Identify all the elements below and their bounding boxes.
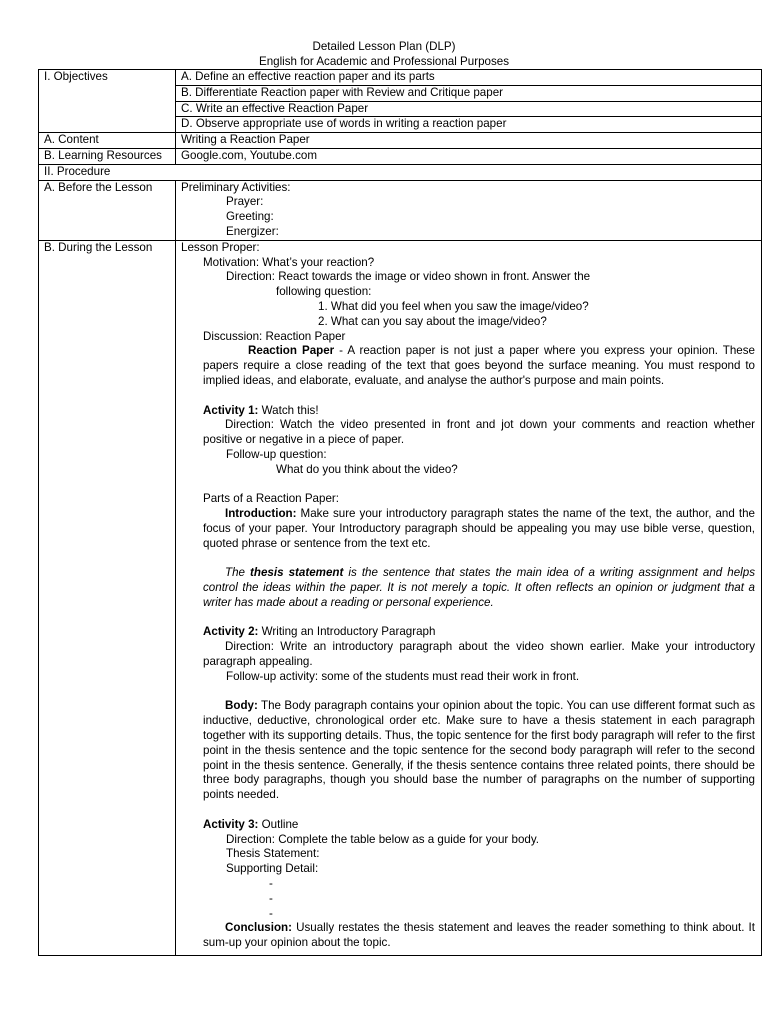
- content-value: Writing a Reaction Paper: [176, 133, 762, 149]
- resources-label: B. Learning Resources: [39, 148, 176, 164]
- before-lesson-label: A. Before the Lesson: [39, 180, 176, 240]
- question-2: 2. What can you say about the image/video?: [318, 314, 547, 328]
- motivation: Motivation: What’s your reaction?: [203, 255, 375, 269]
- preliminary-heading: Preliminary Activities:: [181, 180, 291, 194]
- resources-row: [39, 148, 762, 164]
- activity-3-heading: Activity 3: Outline: [203, 817, 299, 831]
- introduction-paragraph: Introduction: Make sure your introductory paragraph states the name of the text, the author, and the focus of your paper. Your Introductory paragraph should be appealing you may use bible verse, question, quoted phrase or sentence from the text etc.: [203, 507, 755, 550]
- preliminary-item: Prayer:: [226, 195, 264, 209]
- question-1: 1. What did you feel when you saw the image/video?: [318, 299, 589, 313]
- activity-3-direction: Direction: Complete the table below as a guide for your body.: [226, 832, 539, 846]
- content-row: [39, 133, 762, 149]
- body-paragraph: Body: The Body paragraph contains your opinion about the topic. You can use different format such as inductive, deductive, chronological order etc. Make sure to have a thesis statement in each paragraph together with its supporting details. Thus, the topic sentence for the first body paragraph will refer to the first point in the thesis sentence and the topic sentence for the second body paragraph will refer to the second point in the thesis sentence. Generally, if the thesis sentence contains three related points, there should be three body paragraphs, though you should base the number of paragraphs on the number of supporting points needed.: [203, 699, 755, 802]
- activity-1-heading: Activity 1: Watch this!: [203, 403, 319, 417]
- activity-2-direction: Direction: Write an introductory paragraph about the video shown earlier. Make your introductory paragraph appealing.: [203, 640, 755, 669]
- before-lesson-content: [176, 180, 762, 240]
- thesis-statement-paragraph: The thesis statement is the sentence that states the main idea of a writing assignment and helps control the ideas within the paper. It is not merely a topic. It often reflects an opinion or judgment that a writer has made about a reading or personal experience.: [203, 566, 755, 609]
- objectives-label: I. Objectives: [39, 70, 176, 133]
- follow-up-question-text: What do you think about the video?: [276, 462, 458, 476]
- conclusion-paragraph: Conclusion: Usually restates the thesis statement and leaves the reader something to think about. It sum-up your opinion about the topic.: [203, 921, 755, 950]
- during-lesson-label: B. During the Lesson: [39, 240, 176, 955]
- preliminary-item: Energizer:: [226, 224, 279, 238]
- objective-item: D. Observe appropriate use of words in writing a reaction paper: [176, 117, 762, 133]
- thesis-statement-field: Thesis Statement:: [226, 847, 320, 861]
- direction-1a: Direction: React towards the image or video shown in front. Answer the: [226, 270, 591, 284]
- document-subtitle: English for Academic and Professional Purposes: [258, 55, 510, 68]
- activity-2-follow-up: Follow-up activity: some of the students must read their work in front.: [226, 669, 580, 683]
- before-lesson-row: [39, 180, 762, 240]
- reaction-paper-definition: Reaction Paper - A reaction paper is not just a paper where you express your opinion. These papers require a close reading of the text that goes beyond the surface meaning. You must respond to implied ideas, and elaborate, evaluate, and analyse the author's purpose and main points.: [203, 344, 755, 387]
- supporting-dash: -: [269, 906, 273, 920]
- during-lesson-row: [39, 240, 762, 955]
- activity-2-heading: Activity 2: Writing an Introductory Paragraph: [203, 625, 436, 639]
- procedure-row: [39, 164, 762, 180]
- document-title: Detailed Lesson Plan (DLP): [312, 40, 456, 53]
- follow-up-question: Follow-up question:: [226, 447, 327, 461]
- supporting-dash: -: [269, 877, 273, 891]
- content-label: A. Content: [39, 133, 176, 149]
- parts-heading: Parts of a Reaction Paper:: [203, 492, 339, 506]
- supporting-dash: -: [269, 891, 273, 905]
- objective-item: A. Define an effective reaction paper and its parts: [176, 70, 762, 86]
- activity-1-direction: Direction: Watch the video presented in front and jot down your comments and reaction whether positive or negative in a piece of paper.: [203, 418, 755, 447]
- during-lesson-content: [176, 240, 762, 955]
- procedure-label: II. Procedure: [39, 164, 762, 180]
- objective-item: C. Write an effective Reaction Paper: [176, 101, 762, 117]
- objective-item: B. Differentiate Reaction paper with Review and Critique paper: [176, 85, 762, 101]
- resources-value: Google.com, Youtube.com: [176, 148, 762, 164]
- direction-1b: following question:: [276, 285, 372, 299]
- supporting-detail-field: Supporting Detail:: [226, 862, 319, 876]
- discussion-heading: Discussion: Reaction Paper: [203, 329, 346, 343]
- lesson-proper: Lesson Proper:: [181, 240, 260, 254]
- preliminary-item: Greeting:: [226, 210, 274, 224]
- lesson-plan-table: [38, 69, 762, 956]
- objectives-row: [39, 70, 762, 86]
